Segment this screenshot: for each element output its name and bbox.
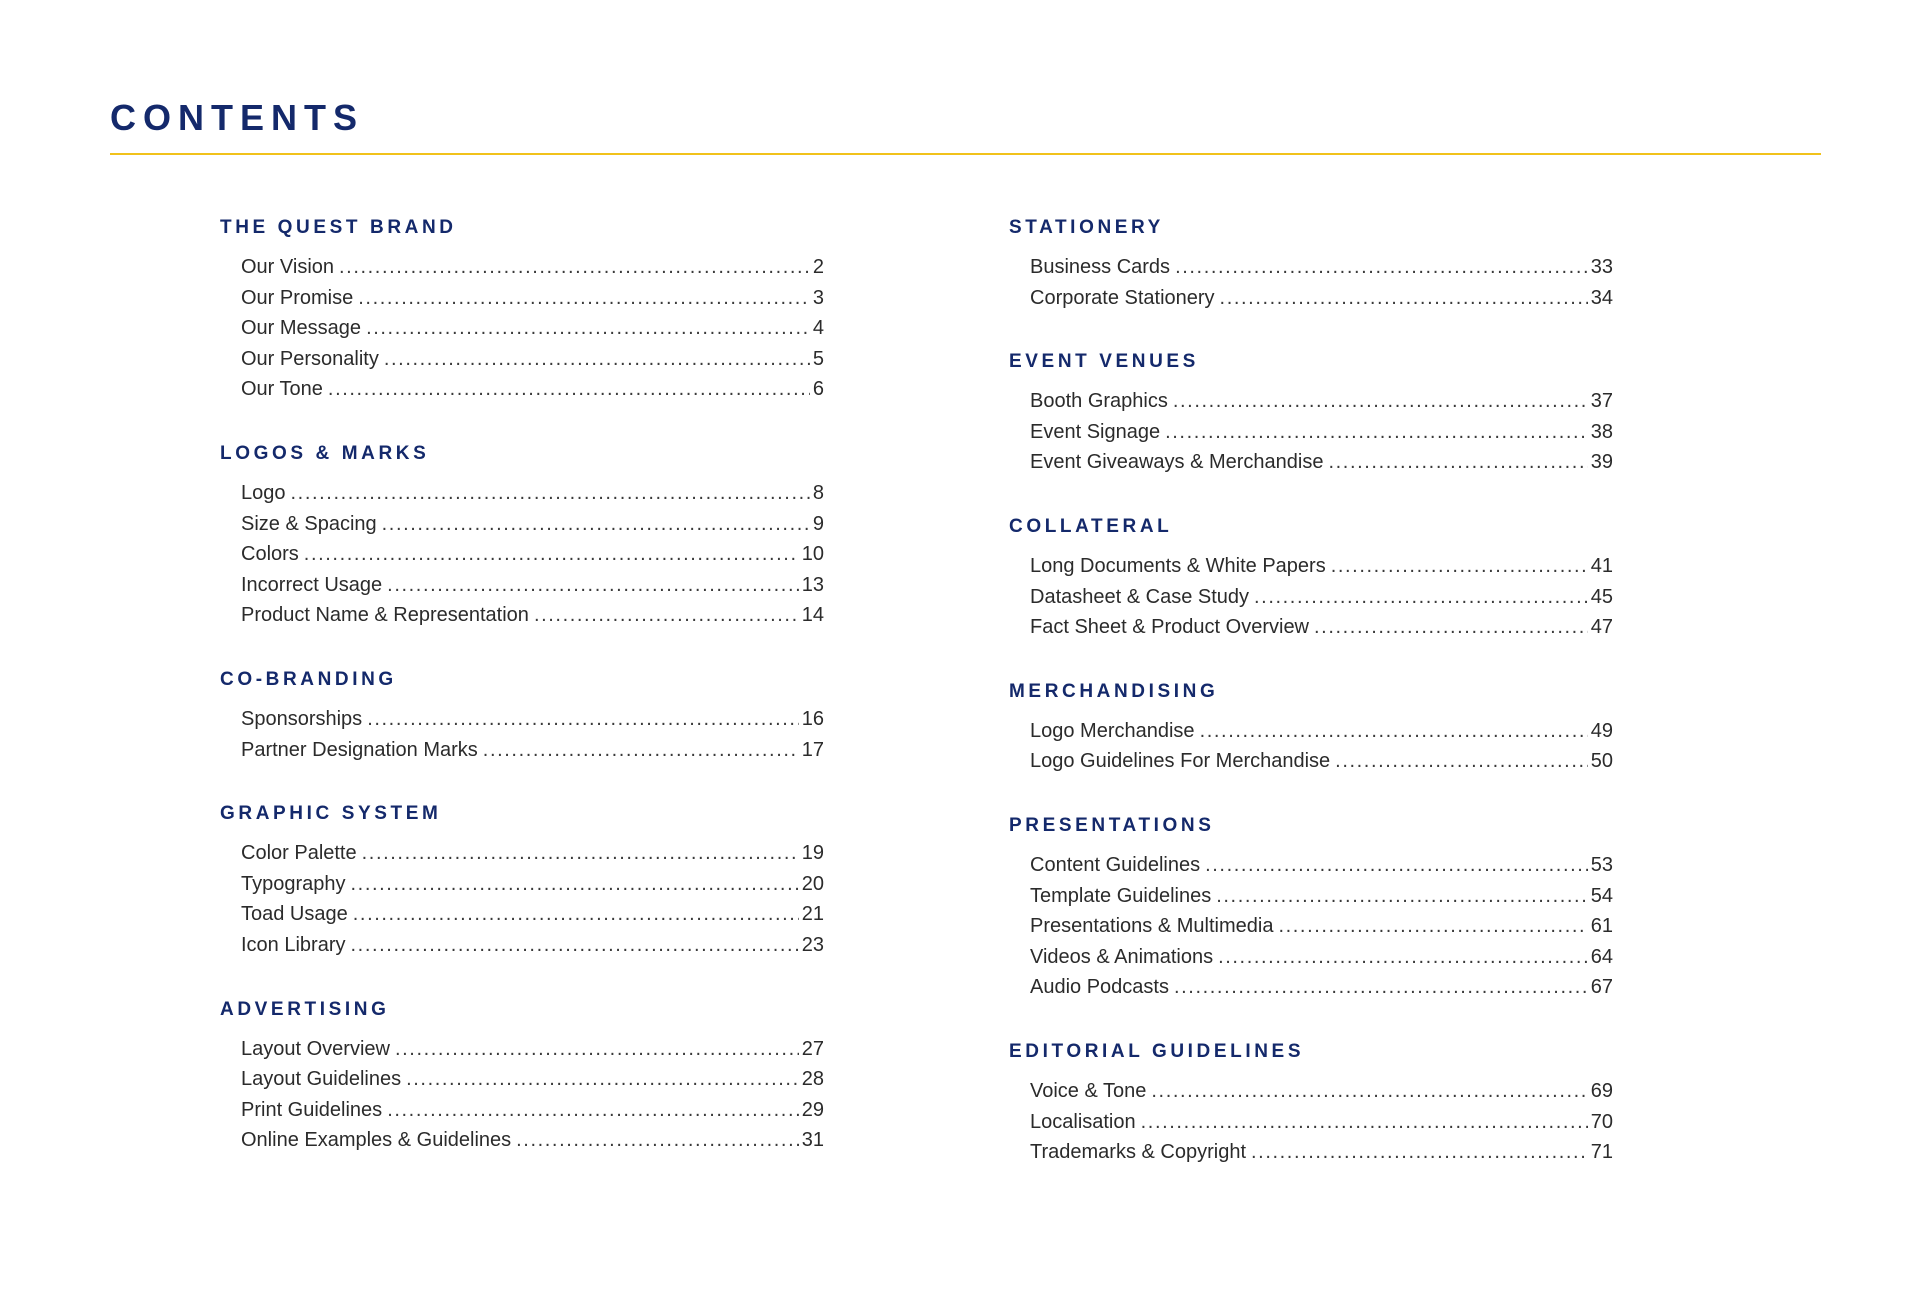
toc-entry-page-number: 33 [1590,256,1613,278]
toc-entry-label: Our Message [241,317,362,340]
title-divider [110,153,1821,155]
dot-leader [1251,1137,1588,1168]
dot-leader [1218,942,1588,973]
toc-entry-label: Product Name & Representation [241,604,529,627]
toc-entry-business-cards[interactable] [1030,252,1613,283]
toc-entry-layout-guidelines[interactable] [241,1064,824,1095]
toc-entry-page-number: 17 [801,738,824,761]
toc-entry-list [1009,252,1613,313]
toc-entry-content-guidelines[interactable] [1030,850,1613,881]
dot-leader [367,704,799,735]
toc-section-co-branding [220,666,824,765]
dot-leader [1174,972,1588,1003]
dot-leader [362,838,799,869]
toc-entry-online-examples-and-guidelines[interactable] [241,1125,824,1156]
page-title: CONTENTS [110,97,364,138]
toc-entry-incorrect-usage[interactable] [241,570,824,601]
toc-entry-logo[interactable] [241,478,824,509]
section-heading: EDITORIAL GUIDELINES [1009,1040,1305,1062]
section-heading: GRAPHIC SYSTEM [220,803,442,825]
toc-entry-label: Sponsorships [241,707,363,730]
dot-leader [291,478,810,509]
toc-entry-page-number: 41 [1590,554,1613,577]
toc-entry-label: Presentations & Multimedia [1030,915,1274,938]
toc-entry-label: Event Giveaways & Merchandise [1030,451,1324,474]
toc-entry-size-and-spacing[interactable] [241,509,824,540]
toc-entry-label: Localisation [1030,1110,1136,1133]
toc-entry-datasheet-and-case-study[interactable] [1030,582,1613,613]
toc-section-stationery [1009,214,1613,313]
toc-section-presentations [1009,812,1613,1003]
dot-leader [382,509,810,540]
toc-entry-label: Audio Podcasts [1030,976,1169,999]
toc-entry-list [1009,850,1613,1003]
dot-leader [328,374,810,405]
toc-entry-label: Logo [241,481,286,504]
toc-entry-label: Business Cards [1030,256,1171,278]
toc-entry-page-number: 53 [1590,853,1613,876]
toc-entry-sponsorships[interactable] [241,704,824,735]
toc-entry-our-message[interactable] [241,313,824,344]
toc-entry-our-promise[interactable] [241,283,824,314]
toc-entry-layout-overview[interactable] [241,1034,824,1065]
toc-entry-page-number: 20 [801,872,824,895]
dot-leader [387,570,799,601]
toc-entry-page-number: 69 [1590,1079,1613,1102]
toc-entry-page-number: 6 [812,378,824,401]
toc-entry-label: Our Tone [241,378,323,401]
dot-leader [387,1095,799,1126]
dot-leader [1220,283,1588,314]
toc-entry-icon-library[interactable] [241,930,824,961]
toc-entry-label: Online Examples & Guidelines [241,1129,512,1152]
toc-section-merchandising [1009,678,1613,777]
toc-entry-voice-and-tone[interactable] [1030,1076,1613,1107]
dot-leader [534,600,799,631]
toc-entry-page-number: 4 [812,317,824,340]
dot-leader [1173,386,1588,417]
toc-entry-localisation[interactable] [1030,1107,1613,1138]
dot-leader [1200,716,1588,747]
dot-leader [304,539,799,570]
dot-leader [1331,551,1588,582]
toc-section-the-quest-brand [220,214,824,405]
toc-section-logos-and-marks [220,440,824,631]
dot-leader [1328,447,1587,478]
toc-entry-page-number: 50 [1590,750,1613,773]
dot-leader [1335,746,1588,777]
toc-entry-label: Corporate Stationery [1030,286,1215,309]
toc-entry-list [1009,716,1613,777]
toc-entry-fact-sheet-and-product-overview[interactable] [1030,612,1613,643]
toc-entry-page-number: 28 [801,1068,824,1091]
toc-entry-label: Print Guidelines [241,1098,383,1121]
toc-entry-label: Our Personality [241,347,379,370]
toc-entry-list [220,252,824,405]
toc-section-collateral [1009,513,1613,643]
toc-entry-label: Trademarks & Copyright [1030,1141,1246,1164]
toc-entry-videos-and-animations[interactable] [1030,942,1613,973]
toc-entry-product-name-and-representation[interactable] [241,600,824,631]
dot-leader [1314,612,1588,643]
toc-entry-our-vision[interactable] [241,252,824,283]
toc-entry-label: Voice & Tone [1030,1079,1147,1102]
dot-leader [366,313,810,344]
toc-entry-label: Event Signage [1030,420,1161,443]
dot-leader [1278,911,1587,942]
toc-entry-page-number: 8 [812,481,824,504]
toc-section-advertising [220,996,824,1156]
toc-section-graphic-system [220,800,824,960]
toc-entry-color-palette[interactable] [241,838,824,869]
toc-column-right [1009,214,1613,1203]
toc-entry-page-number: 61 [1590,915,1613,938]
toc-entry-toad-usage[interactable] [241,899,824,930]
toc-entry-label: Layout Guidelines [241,1068,402,1091]
toc-entry-label: Size & Spacing [241,512,377,535]
dot-leader [353,899,799,930]
toc-entry-label: Incorrect Usage [241,573,383,596]
section-heading: PRESENTATIONS [1009,814,1215,836]
toc-entry-page-number: 64 [1590,945,1613,968]
toc-entry-page-number: 10 [801,543,824,566]
dot-leader [1216,881,1588,912]
toc-entry-label: Long Documents & White Papers [1030,554,1326,577]
toc-entry-page-number: 47 [1590,616,1613,639]
toc-entry-label: Logo Merchandise [1030,719,1195,742]
toc-entry-page-number: 71 [1590,1141,1613,1164]
section-heading: CO-BRANDING [220,668,397,690]
toc-entry-page-number: 5 [812,347,824,370]
toc-entry-list [1009,1076,1613,1168]
toc-entry-page-number: 19 [801,842,824,865]
toc-entry-label: Color Palette [241,842,357,865]
toc-entry-page-number: 27 [801,1037,824,1060]
toc-entry-list [1009,386,1613,478]
dot-leader [406,1064,799,1095]
dot-leader [1205,850,1588,881]
toc-entry-label: Videos & Animations [1030,945,1214,968]
dot-leader [1141,1107,1588,1138]
toc-entry-page-number: 39 [1590,451,1613,474]
toc-entry-list [1009,551,1613,643]
dot-leader [351,930,799,961]
toc-entry-label: Partner Designation Marks [241,738,478,761]
toc-entry-page-number: 34 [1590,286,1613,309]
toc-entry-list [220,1034,824,1156]
section-heading: STATIONERY [1009,217,1164,238]
section-heading: THE QUEST BRAND [220,217,457,238]
section-heading: ADVERTISING [220,998,390,1020]
toc-entry-page-number: 16 [801,707,824,730]
toc-entry-label: Typography [241,872,346,895]
toc-entry-list [220,478,824,631]
toc-entry-page-number: 21 [801,903,824,926]
dot-leader [516,1125,799,1156]
toc-entry-label: Logo Guidelines For Merchandise [1030,750,1331,773]
toc-entry-label: Our Promise [241,286,354,309]
toc-entry-logo-guidelines-for-merchandise[interactable] [1030,746,1613,777]
toc-entry-typography[interactable] [241,869,824,900]
toc-entry-label: Our Vision [241,256,335,278]
dot-leader [395,1034,799,1065]
toc-column-left [220,214,824,1191]
toc-entry-page-number: 70 [1590,1110,1613,1133]
toc-entry-partner-designation-marks[interactable] [241,735,824,766]
toc-entry-event-signage[interactable] [1030,417,1613,448]
toc-entry-label: Icon Library [241,933,346,956]
toc-entry-page-number: 29 [801,1098,824,1121]
toc-entry-label: Layout Overview [241,1037,390,1060]
toc-entry-our-tone[interactable] [241,374,824,405]
toc-entry-page-number: 31 [801,1129,824,1152]
toc-entry-page-number: 9 [812,512,824,535]
toc-entry-page-number: 54 [1590,884,1613,907]
toc-entry-list [220,704,824,765]
toc-entry-page-number: 67 [1590,976,1613,999]
dot-leader [384,344,810,375]
toc-entry-booth-graphics[interactable] [1030,386,1613,417]
dot-leader [339,252,810,283]
toc-section-event-venues [1009,348,1613,478]
section-heading: COLLATERAL [1009,515,1173,537]
dot-leader [1165,417,1588,448]
toc-entry-label: Template Guidelines [1030,884,1212,907]
toc-entry-page-number: 37 [1590,390,1613,413]
toc-entry-page-number: 2 [812,256,824,278]
dot-leader [483,735,799,766]
toc-entry-page-number: 45 [1590,585,1613,608]
toc-entry-page-number: 38 [1590,420,1613,443]
toc-entry-label: Colors [241,543,299,566]
toc-entry-trademarks-and-copyright[interactable] [1030,1137,1613,1168]
dot-leader [1151,1076,1587,1107]
toc-entry-label: Content Guidelines [1030,853,1201,876]
toc-entry-page-number: 23 [801,933,824,956]
toc-entry-label: Booth Graphics [1030,390,1168,413]
toc-entry-our-personality[interactable] [241,344,824,375]
dot-leader [1254,582,1588,613]
toc-entry-presentations-and-multimedia[interactable] [1030,911,1613,942]
toc-section-editorial-guidelines [1009,1038,1613,1168]
toc-entry-label: Fact Sheet & Product Overview [1030,616,1310,639]
toc-entry-page-number: 3 [812,286,824,309]
section-heading: LOGOS & MARKS [220,442,430,464]
toc-entry-template-guidelines[interactable] [1030,881,1613,912]
toc-entry-colors[interactable] [241,539,824,570]
toc-entry-label: Toad Usage [241,903,348,926]
toc-entry-long-documents-and-white-papers[interactable] [1030,551,1613,582]
dot-leader [358,283,810,314]
toc-entry-logo-merchandise[interactable] [1030,716,1613,747]
dot-leader [351,869,799,900]
toc-entry-print-guidelines[interactable] [241,1095,824,1126]
dot-leader [1175,252,1588,283]
toc-entry-audio-podcasts[interactable] [1030,972,1613,1003]
toc-entry-list [220,838,824,960]
toc-entry-label: Datasheet & Case Study [1030,585,1250,608]
section-heading: EVENT VENUES [1009,351,1199,373]
toc-entry-page-number: 13 [801,573,824,596]
toc-entry-corporate-stationery[interactable] [1030,283,1613,314]
section-heading: MERCHANDISING [1009,680,1219,702]
toc-entry-page-number: 14 [801,604,824,627]
toc-entry-page-number: 49 [1590,719,1613,742]
toc-entry-event-giveaways-and-merchandise[interactable] [1030,447,1613,478]
